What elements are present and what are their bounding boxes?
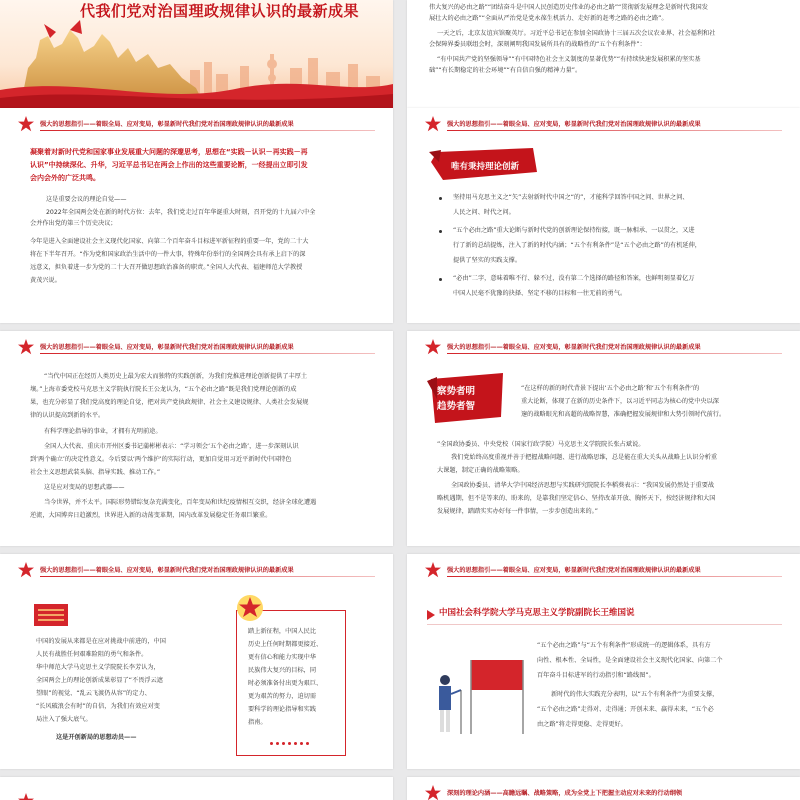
lead-line: 会内会外的广泛共鸣。 bbox=[30, 174, 100, 182]
text-line: ”全国政协委员、中央党校（国家行政学院）马克思主义学院院长张占斌说。 bbox=[437, 441, 645, 448]
text-line: 发展规律，踏踏实实办好每一件事情，一步步创造出来的。” bbox=[437, 508, 598, 515]
slide-header-title: 深刻的理论内涵——高瞻远瞩、战略策略，成为全党上下把握主动应对未来的行动纲领 bbox=[447, 790, 683, 797]
slide-thought-guidance-5[interactable] bbox=[0, 554, 393, 769]
box-line: 指南。 bbox=[248, 719, 267, 726]
text-line: 华中师范大学马克思主义学院院长李芳认为， bbox=[36, 664, 160, 671]
header-divider bbox=[447, 130, 782, 131]
slide-text-top-right[interactable] bbox=[407, 0, 800, 108]
text-line-bold: 这是开创新局的思想动员—— bbox=[56, 734, 137, 741]
box-line: 踏上新征程，中国人民比 bbox=[248, 628, 317, 635]
bullet-line: 坚持用马克思主义之“矢”去射新时代中国之“的”，才能科学回答中国之问、世界之问、 bbox=[453, 194, 689, 201]
box-line: 民族伟大复兴的目标，同 bbox=[248, 667, 317, 674]
ribbon-line: 察势者明 bbox=[437, 386, 476, 397]
quote-line: 重大论断，体现了在新的历史条件下，以习近平同志为核心的党中央以深 bbox=[521, 398, 719, 405]
text-line: 到‘两个确立’的决定性意义。今后要以‘两个维护’的实际行动，更加自觉用习近平新时代中国特色 bbox=[30, 456, 292, 463]
text-line: 会保障界委员联组会时，深刻阐明我国发展所具有的战略性的“五个有利条件”： bbox=[429, 41, 646, 48]
slide-thought-guidance-6[interactable] bbox=[407, 554, 800, 769]
star-icon bbox=[425, 339, 441, 355]
slide-header-title: 强大的思想指引——着眼全局、应对变局，彰显新时代我们党对治国理政规律认识的最新成果 bbox=[40, 121, 294, 128]
slide-header bbox=[0, 554, 393, 584]
slide-header-title: 强大的思想指引——着眼全局、应对变局，彰显新时代我们党对治国理政规律认识的最新成果 bbox=[40, 567, 294, 574]
box-line: 更为艰苦的努力，迫切需 bbox=[248, 693, 317, 700]
speaker-podium-illustration bbox=[431, 654, 531, 738]
text-line: 大课题，制定正确的战略策略。 bbox=[437, 467, 524, 474]
box-line: 要科学的理论指导和实践 bbox=[248, 706, 317, 713]
slide-header bbox=[407, 331, 800, 361]
slide-header bbox=[0, 108, 393, 138]
ribbon-title: 唯有秉持理论创新 bbox=[451, 162, 520, 172]
text-line: 人民有战胜任何艰难险阻的勇气和条件。 bbox=[36, 651, 148, 658]
slide-partial-bottom-right[interactable] bbox=[407, 777, 800, 800]
header-divider bbox=[40, 576, 375, 577]
bullet-line: 行了新的总结提炼，注入了新的时代内涵；“五个有利条件”是“五个必由之路”的有机延伸， bbox=[453, 242, 701, 249]
slide-header bbox=[407, 108, 800, 138]
bullet-line: 人民之问、时代之问。 bbox=[453, 209, 515, 216]
slide-header-title: 强大的思想指引——着眼全局、应对变局，彰显新时代我们党对治国理政规律认识的最新成果 bbox=[40, 344, 294, 351]
text-line: “有中国共产党的坚强领导”“有中国特色社会主义制度的显著优势”“有持续快速发展积累的坚实基 bbox=[437, 56, 701, 63]
text-line: 望眼”的视觉、“乱云飞渡仍从容”的定力、 bbox=[36, 690, 151, 697]
text-line: 我们党始终高度重视并善于把握战略问题、进行战略思维，总是能在重大关头从战略上认识分析重 bbox=[451, 454, 718, 461]
bullet-line: 中国人民毫不犹豫的抉择、坚定不移的目标和一往无前的勇气。 bbox=[453, 290, 627, 297]
slide-hero[interactable] bbox=[0, 0, 393, 108]
text-line: 局注入了强大底气。 bbox=[36, 716, 92, 723]
decorative-pattern-icon bbox=[34, 604, 68, 626]
text-line: 全国人大代表、重庆市开州区委书记蒲彬彬表示：“学习领会‘五个必由之路’，进一步深刻认识 bbox=[44, 443, 299, 450]
slide-header-title: 强大的思想指引——着眼全局、应对变局，彰显新时代我们党对治国理政规律认识的最新成果 bbox=[447, 344, 701, 351]
ribbon-line: 趋势者智 bbox=[437, 401, 476, 412]
header-divider bbox=[447, 353, 782, 354]
text-line: 百年奋斗目标进军的行动指引和“路线图”。 bbox=[537, 672, 655, 679]
text-line: 会并作出党的第三个历史决议； bbox=[30, 220, 117, 227]
text-line: 础”“有长期稳定的社会环境”“有自信自强的精神力量”。 bbox=[429, 67, 582, 74]
slide-header-title: 强大的思想指引——着眼全局、应对变局，彰显新时代我们党对治国理政规律认识的最新成果 bbox=[447, 121, 701, 128]
text-line: 壤。”上海市委党校马克思主义学院执行院长王公龙认为，“五个必由之路”既是我们党理论创新的成 bbox=[30, 386, 297, 393]
slide-thought-guidance-3[interactable] bbox=[0, 331, 393, 546]
slide-header bbox=[0, 331, 393, 361]
text-line: 全国两会上的理论创新成果彰显了“不畏浮云遮 bbox=[36, 677, 163, 684]
slide-partial-bottom-left[interactable] bbox=[0, 777, 393, 800]
speaker-title: 中国社会科学院大学马克思主义学院副院长王维国说 bbox=[439, 608, 635, 618]
lead-line: 认识”中持续深化、升华，习近平总书记在两会上作出的这些重要论断，一经提出立即引发 bbox=[30, 161, 308, 169]
text-line: 远意义，担负着进一步为党的二十大召开做思想政治准备的职责。”全国人大代表、福建师范大学教授 bbox=[30, 264, 303, 271]
text-line: 略机遇期，但不是等来的、盼来的，是靠我们坚定信心、坚持改革开放、胸怀天下，按经济规律和大国 bbox=[437, 495, 716, 502]
text-line: 一天之后，北京友谊宾馆聚英厅。习近平总书记在参加全国政协十三届五次会议农业界、社会福利和社 bbox=[437, 30, 716, 37]
header-divider bbox=[40, 353, 375, 354]
text-line: 新时代的伟大实践充分表明，以“五个有利条件”为重要支撑， bbox=[551, 691, 719, 698]
text-line: 有科学理论指导的事业，才拥有光明前途。 bbox=[44, 428, 162, 435]
header-divider bbox=[447, 576, 782, 577]
slide-thought-guidance-4[interactable] bbox=[407, 331, 800, 546]
text-line: 中国的发展从来都是在应对挑战中前进的，中国 bbox=[36, 638, 166, 645]
bullet-dot bbox=[439, 197, 442, 200]
star-icon bbox=[18, 793, 34, 800]
box-line: 历史上任何时期都更接近、 bbox=[248, 641, 323, 648]
text-line: 社会主义思想武装头脑、指导实践、推动工作。” bbox=[30, 469, 161, 476]
star-icon bbox=[425, 116, 441, 132]
bullet-dot bbox=[439, 278, 442, 281]
text-line: 将在下半年召开。“作为党和国家政治生活中的一件大事，特殊年份举行的全国两会具有承上启下的深 bbox=[30, 251, 306, 258]
bullet-line: “必由”二字，意味着唯不行、躲不过，没有第二个选择的路径和答案，也鲜明刻显着亿万 bbox=[453, 275, 695, 282]
text-line: 向性、根本性、全局性，是全面建设社会主义现代化国家、向第二个 bbox=[537, 657, 723, 664]
text-line: 今年是进入全面建设社会主义现代化国家、向第二个百年奋斗目标进军新征程的重要一年，党的二十大 bbox=[30, 238, 309, 245]
text-line: “五个必由之路”走得对、走得通；开创未来、赢得未来，“五个必 bbox=[537, 706, 714, 713]
text-line: 伟大复兴的必由之路”“团结奋斗是中国人民创造历史伟业的必由之路”“贯彻新发展理念是新时代我国发 bbox=[429, 4, 708, 11]
title-marker-icon bbox=[427, 610, 435, 620]
text-line: “五个必由之路”与“五个有利条件”形成统一的逻辑体系，具有方 bbox=[537, 642, 711, 649]
slide-thought-guidance-2[interactable] bbox=[407, 108, 800, 323]
star-badge-icon bbox=[236, 594, 264, 622]
text-line: “当代中国正在经历人类历史上最为宏大而独特的实践创新，为我们党推进理论创新提供了丰厚土 bbox=[44, 373, 308, 380]
decorative-dots bbox=[270, 742, 309, 745]
star-icon bbox=[425, 562, 441, 578]
text-line: 黄茂兴说。 bbox=[30, 277, 61, 284]
text-line: 律的认识提高到新的水平。 bbox=[30, 412, 105, 419]
quote-line: 邃的战略眼光和高超的战略智慧，准确把握发展规律和大势引领时代前行。 bbox=[521, 411, 726, 418]
star-icon bbox=[425, 785, 441, 800]
text-line: 2022年全国两会处在新的时代方位：去年，我们党走过百年华诞重大时刻，召开党的十九届六中全 bbox=[46, 209, 316, 216]
slide-header bbox=[407, 554, 800, 584]
box-line: 时必须准备付出更为艰巨、 bbox=[248, 680, 323, 687]
box-line: 更有信心和能力实现中华 bbox=[248, 654, 317, 661]
text-line: 展壮大的必由之路”“全面从严治党是党永葆生机活力、走好新的赶考之路的必由之路”。 bbox=[429, 15, 668, 22]
quote-line: “在这样的新的时代背景下提出‘五个必由之路’和‘五个有利条件’的 bbox=[521, 385, 700, 392]
star-icon bbox=[18, 339, 34, 355]
text-line: 由之路”将走得更稳、走得更好。 bbox=[537, 721, 627, 728]
bullet-line: “五个必由之路”重大论断与新时代党的创新理论保持衔接，既一脉相承、一以贯之，又进 bbox=[453, 227, 695, 234]
slide-thought-guidance-1[interactable] bbox=[0, 108, 393, 323]
slide-header-title: 强大的思想指引——着眼全局、应对变局，彰显新时代我们党对治国理政规律认识的最新成果 bbox=[447, 567, 701, 574]
text-line: 这是重要会议的理论自觉—— bbox=[46, 196, 127, 203]
text-line: 全国政协委员、清华大学中国经济思想与实践研究院院长李稻葵表示：“我国发展仍然处于重要战 bbox=[451, 482, 715, 489]
title-divider bbox=[427, 624, 782, 625]
lead-line: 凝聚着对新时代党和国家事业发展重大问题的深邃思考，思想在“实践－认识－再实践－再 bbox=[30, 148, 308, 156]
text-line: 这是应对变局的思想武器—— bbox=[44, 484, 125, 491]
red-flag-wave-image bbox=[0, 76, 393, 108]
bullet-dot bbox=[439, 230, 442, 233]
text-line: 果，也充分彰显了我们党高度的理论自觉，把对共产党执政规律、社会主义建设规律、人类社会发展规 bbox=[30, 399, 309, 406]
star-icon bbox=[18, 116, 34, 132]
star-icon bbox=[18, 562, 34, 578]
text-line: 逆流，大国博弈日趋激烈，世界进入新的动荡变革期，国内改革发展稳定任务艰巨繁重。 bbox=[30, 512, 272, 519]
bullet-line: 提供了坚实的实践支撑。 bbox=[453, 257, 522, 264]
header-divider bbox=[40, 130, 375, 131]
text-line: “长风破浪会有时”的自信，为我们有效应对变 bbox=[36, 703, 160, 710]
hero-title: 代我们党对治国理政规律认识的最新成果 bbox=[80, 2, 360, 20]
text-line: 当今世界，并不太平。国际形势错综复杂充满变化，百年变局和世纪疫情相互交织，经济全球化遭遇 bbox=[44, 499, 317, 506]
